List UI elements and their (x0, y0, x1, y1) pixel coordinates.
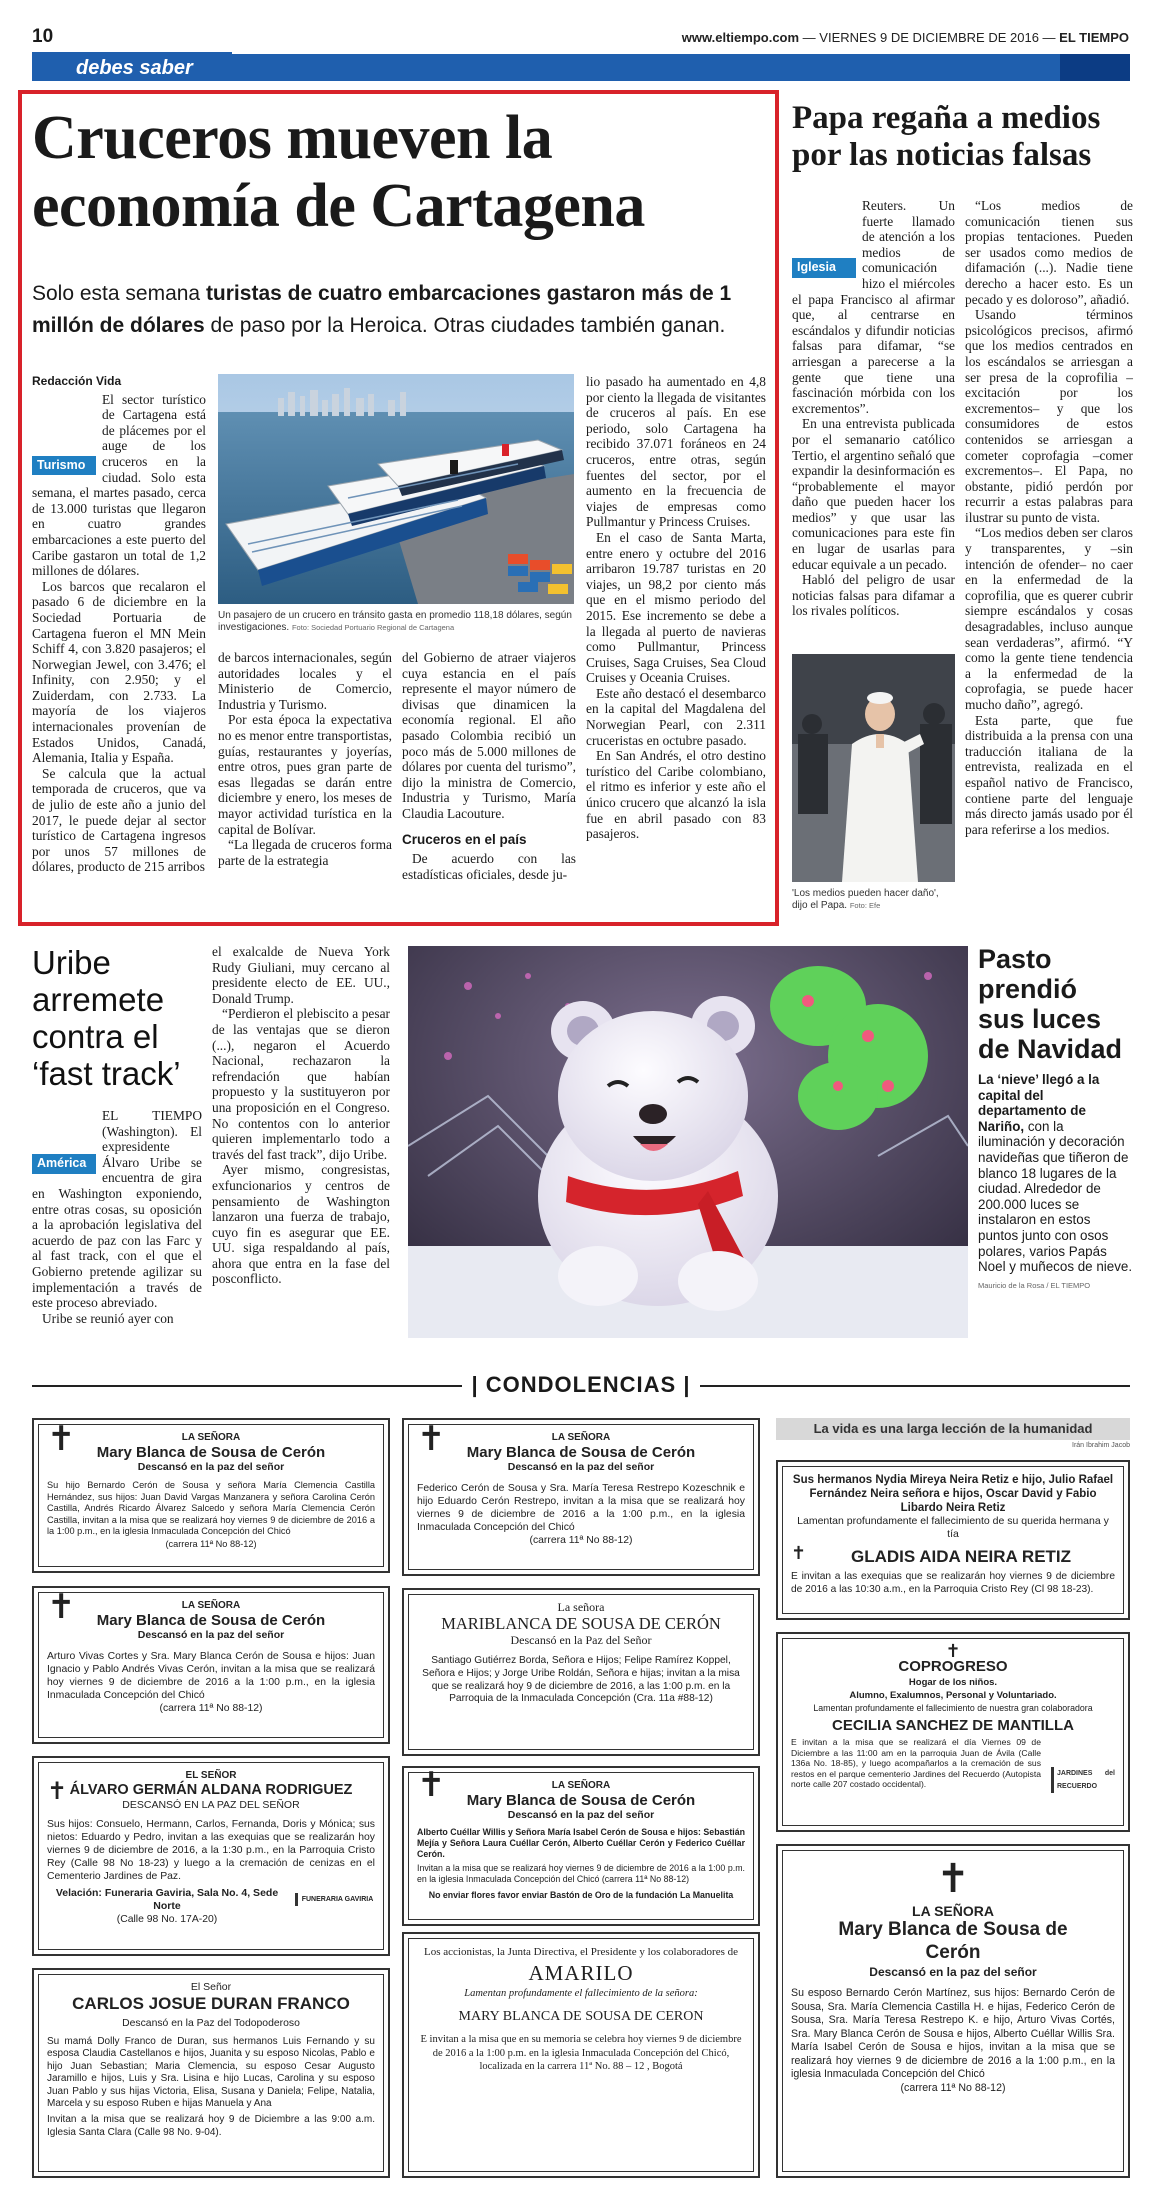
uribe-col2-p2: “Perdieron el plebiscito a pesar de las ventajas que se dieron (...), negaron el Acuerdo Nacional, rechazaron la refrendación que habían propuesto y la sustituyeron por una proposición en el Congreso. No contentos con lo anterior quieren implementarlo todo a través del fast track”, dijo Uribe. (212, 1006, 390, 1162)
condolencias-rule-right (700, 1385, 1130, 1387)
cruise-photo-caption: Un pasajero de un crucero en tránsito gasta en promedio 118,18 dólares, según investigaciones. Foto: Sociedad Portuario Regional de Cartagena (218, 610, 572, 633)
obit-c3-name: Mary Blanca de Sousa de Cerón (838, 1919, 1068, 1963)
obit-a4-top: El Señor (190, 1981, 232, 1993)
papa-col2-p1: “Los medios de comunicación tienen sus propias tentaciones. Pueden ser usados como medios de difamación (...). Nadie tiene derecho a hacer esto. Es un pecado y es doloroso”, añadió. (965, 198, 1133, 307)
papa-col2-p4: Esta parte, que fue distribuida a la prensa con una traducción italiana de la entrevista, realizada en el español nativo de Francisco, contiene parte del lenguaje más directo jamás usado por él para referirse a los medios. (965, 712, 1133, 837)
tag-iglesia: Iglesia (792, 258, 856, 278)
papa-column-1 (792, 198, 955, 619)
obit-b3-body2: Invitan a la misa que se realizará hoy viernes 9 de diciembre de 2016 a la 1:00 p.m. en la iglesia Inmaculada Concepción del Chicó (carrera 11ª No 88-12) (417, 1863, 745, 1884)
page-dateline: www.eltiempo.com — VIERNES 9 DE DICIEMBRE DE 2016 — EL TIEMPO (681, 30, 1129, 45)
obituary-c3 (776, 1844, 1130, 2178)
pasto-bear-photo (408, 946, 968, 1338)
main-lead-pre: Solo esta semana (32, 282, 206, 305)
cruise-ships-photo (218, 374, 574, 604)
obituary-a2 (32, 1586, 390, 1744)
obit-a1-sub: Descansó en la paz del señor (137, 1461, 285, 1473)
pope-image (792, 654, 955, 882)
obit-c1-sub: Lamentan profundamente el fallecimiento de su querida hermana y tía (797, 1515, 1109, 1540)
obit-b3-note: No enviar flores favor enviar Bastón de Oro de la fundación La Manuelita (428, 1890, 734, 1900)
obit-b1-name: Mary Blanca de Sousa de Cerón (466, 1444, 696, 1461)
obit-c2-sub2: Alumno, Exalumnos, Personal y Voluntariado. (849, 1690, 1057, 1701)
pasto-title-line4: de Navidad (978, 1034, 1123, 1064)
obit-a1-body: Su hijo Bernardo Cerón de Sousa y señora María Clemencia Castilla Hernández, sus hijos: Juan David Vargas Manzanera y señora Carolina Cerón Castilla, Andrés Ricardo Álvarez Salcedo y señora María Clemencia Cerón Castilla, invitan a la misa que se realizará hoy viernes 9 de diciembre de 2016 a la 1:00 p.m., en la iglesia Inmaculada Concepción del Chicó (47, 1480, 375, 1536)
obituary-c1 (776, 1460, 1130, 1620)
obit-c2-sub3: Lamentan profundamente el fallecimiento de nuestra gran colaboradora (813, 1703, 1093, 1713)
main-column-4 (586, 374, 766, 842)
obituary-a1 (32, 1418, 390, 1573)
tag-america: América (32, 1154, 96, 1174)
obituary-c2 (776, 1632, 1130, 1832)
obit-a4-name: CARLOS JOSUE DURAN FRANCO (72, 1994, 350, 2013)
main-col1-p2: Los barcos que recalaron el pasado 6 de diciembre en la Sociedad Portuaria de Cartagena fueron el MN Mein Schiff 4, con 3.820 pasajeros; el Norwegian Jewel, con 3.476; el Infinity, con 2.950; y el Zuiderdam, con 2.733. La mayoría de los viajeros internacionales provenían de Estados Unidos, Canadá, Alemania, Italia y España. (32, 578, 206, 766)
quote-text: La vida es una larga lección de la humanidad (813, 1421, 1093, 1436)
obit-c3-body: Su esposo Bernardo Cerón Martínez, sus hijos: Bernardo Cerón de Sousa, Sra. María Clemencia Castilla H. e hijas, Federico Cerón de Sousa, Sra. María Teresa Restrepo K. e hijo, Arturo Vivas Cortés, Sra. Mary Blanca Cerón de Sousa e hijos, Alberto Cuéllar Willis Sra. María Isabel Cerón de Sousa e hijos, invitan a la misa que se realizará hoy viernes 9 de diciembre de 2016 a la 1:00 p.m., en la iglesia Inmaculada Concepción del Chicó (791, 1987, 1115, 2080)
obit-b4-name: AMARILO (528, 1961, 634, 1985)
papa-col2-p3: “Los medios deben ser claros y transparentes, y –sin intención de ofender– no caer en la enfermedad de la coprofilia, que es querer cubrir siempre escándalos y cosas desagradables, incluso aunque sean verdaderas”, afirmó. “Y como la gente tiene tendencia a la enfermedad de la coprofagia, se puede hacer mucho daño”, agregó. (965, 525, 1133, 712)
cruise-ships-image (218, 374, 574, 604)
main-col2-p1: de barcos internacionales, según autoridades locales y el Ministerio de Comercio, Industria y Turismo. (218, 650, 392, 712)
main-col2-p3: “La llegada de cruceros forma parte de la estrategia (218, 837, 392, 868)
uribe-col1-p1: América EL TIEMPO (Washington). El expresidente Álvaro Uribe se encuentra de gira en Washington exponiendo, entre otras cosas, su oposición a la aprobación legislativa del acuerdo de paz con las Farc y al fast track, con el que el Gobierno pretende agilizar su implementación a través de este proceso abreviado. (32, 1108, 202, 1311)
papa-col1-p3: Habló del peligro de usar noticias falsas para difamar a los rivales políticos. (792, 572, 955, 619)
pasto-title-line3: sus luces (978, 1004, 1102, 1034)
obit-b1-body: Federico Cerón de Sousa y Sra. María Teresa Restrepo Kozeschnik e hijo Eduardo Cerón Restrepo, invitan a la misa que se realizará hoy viernes 9 de diciembre de 2016 a la 1:00 p.m., en la iglesia Inmaculada Concepción del Chicó (417, 1483, 745, 1533)
tag-turismo: Turismo (32, 456, 96, 476)
uribe-title-line1: Uribe (32, 944, 111, 981)
obit-b2-sub: Descansó en la Paz del Señor (510, 1633, 652, 1647)
uribe-column-1 (32, 1108, 202, 1326)
papa-title (792, 100, 1137, 174)
obit-a3-sub: DESCANSÓ EN LA PAZ DEL SEÑOR (122, 1799, 300, 1811)
obit-a2-name: Mary Blanca de Sousa de Cerón (96, 1612, 326, 1629)
obit-c3-top: LA SEÑORA (912, 1903, 994, 1919)
obit-a2-sub: Descansó en la paz del señor (137, 1629, 285, 1641)
main-lead (32, 278, 772, 342)
obit-c2-body: E invitan a la misa que se realizará el día Viernes 09 de Diciembre a las 11:00 am en la parroquia Juan de Ávila (Calle 136a No. 18-85), y luego acompañarlos a la cremación de sus restos en el parque cementerio Jardines del Recuerdo (Autopista norte calle 207 costado occidental). (791, 1737, 1041, 1790)
uribe-title-line4: ‘fast track’ (32, 1055, 181, 1092)
main-column-3 (402, 650, 576, 882)
quote-bar (776, 1418, 1130, 1440)
obit-b3-body1: Alberto Cuéllar Willis y Señora María Isabel Cerón de Sousa e hijos: Sebastián Mejía y Señora Laura Cuéllar Cerón, Alberto Cuéllar Cerón y Federico Cuéllar Cerón. (417, 1827, 745, 1859)
main-col2-p2: Por esta época la expectativa no es menor entre transportistas, guías, restaurantes y joyerías, entre otros, pues gran parte de esas llegadas se darán entre diciembre y enero, los meses de mayor actividad turística en la capital de Bolívar. (218, 712, 392, 837)
main-title-line2: economía de Cartagena (32, 172, 645, 240)
papa-col2-p2: Usando términos psicológicos precisos, afirmó que los medios centrados en los escándalos se arriesgan a ser presa de la coprofilia –excitación por los excrementos– y que los consumidores de estos contenidos se arriesgan a cometer coprofagia –comer excrementos–. El Papa, no obstante, pidió perdón por recurrir a estas palabras para ilustrar su punto de vista. (965, 307, 1133, 525)
main-col4-p2: En el caso de Santa Marta, entre enero y octubre del 2016 arribaron 19.787 turistas en 20 viajes, un 98,2 por ciento más que en el mismo periodo del 2015. Ese incremento se debe a la llegada al puerto de navieras como Pullmantur, Princess Cruises, Saga Cruises, Sea Cloud Cruises y Oceania Cruises. (586, 529, 766, 686)
obit-b4-name2: MARY BLANCA DE SOUSA DE CERON (458, 2009, 704, 2024)
pope-photo (792, 654, 955, 882)
obit-b3-sub: Descansó en la paz del señor (507, 1809, 655, 1821)
obituary-a3 (32, 1756, 390, 1956)
uribe-col2-p1: el exalcalde de Nueva York Rudy Giuliani, muy cercano al presidente electo de EE. UU., Donald Trump. (212, 944, 390, 1006)
cross-icon: ✝ (47, 1419, 76, 1459)
pasto-lead-bold: La ‘nieve’ llegó a la capital del departamento de Nariño, (978, 1072, 1100, 1134)
cross-icon: ✝ (936, 1856, 970, 1902)
quote-author: Irán Ibrahim Jacob (1072, 1442, 1130, 1449)
obit-a1-top: LA SEÑORA (181, 1432, 241, 1443)
cross-icon: ✝ (945, 1641, 961, 1662)
main-byline: Redacción Vida (32, 374, 122, 388)
cross-icon: ✝ (417, 1765, 446, 1805)
obit-c2-sub: Hogar de los niños. (908, 1677, 998, 1688)
obit-a2-body: Arturo Vivas Cortes y Sra. Mary Blanca Cerón de Sousa e hijos: Juan Ignacio y Pablo Andrés Vivas Cerón, invitan a la misa que se realizará hoy viernes 9 de diciembre de 2016 a la 1:00 p.m., en la iglesia Inmaculada Concepción del Chicó (47, 1651, 375, 1701)
papa-title-line1: Papa regaña a medios (792, 100, 1101, 136)
cross-icon: ✝ (47, 1587, 76, 1627)
obit-a3-body: Sus hijos: Consuelo, Hermann, Carlos, Fernanda, Doris y Mónica; sus nietos: Eduardo y Pedro, invitan a las exequias que se realizarán hoy viernes 9 de diciembre de 2016, a la 1:30 p.m., en la Parroquia Cristo Rey (Calle 98 No 18-23) y luego a la cremación de cenizas en el Cementerio Jardines de Paz. (47, 1819, 375, 1882)
papa-col1-p2: En una entrevista publicada por el semanario católico Tertio, el argentino señaló que expandir la desinformación es “probablemente el mayor daño que pueden hacer los medios” y que usar las comunicaciones para este fin en lugar de usarlas para educar equivale a un pecado. (792, 416, 955, 572)
main-subhead: Cruceros en el país (402, 831, 527, 847)
main-column-2 (218, 650, 392, 868)
obit-a4-sub: Descansó en la Paz del Todopoderoso (122, 2018, 300, 2029)
papa-column-2 (965, 198, 1133, 837)
obit-b2-body: Santiago Gutiérrez Borda, Señora e Hijos; Felipe Ramírez Koppel, Señora e Hijos; y Jorge Uribe Roldán, Señora e hijas; invitan a la misa que se realizará hoy 9 de diciembre de 2016, a las 1:00 p.m. en la Parroquia de la Inmaculada Concepción (Cra. 11a #88-12) (422, 1655, 740, 1705)
obit-a3-name: ÁLVARO GERMÁN ALDANA RODRIGUEZ (69, 1782, 353, 1798)
site-url[interactable]: www.eltiempo.com (681, 30, 800, 45)
main-col1-p3: Se calcula que la actual temporada de cruceros, que va de julio de este año a junio del 2017, le puede dejar al sector turístico de Cartagena ingresos por unos 57 millones de dólares, producto de 215 arribos (32, 765, 206, 875)
obit-a2-addr: (carrera 11ª No 88-12) (159, 1703, 263, 1714)
obit-b2-name: MARIBLANCA DE SOUSA DE CERÓN (441, 1614, 721, 1633)
uribe-col1-p2: Uribe se reunió ayer con (42, 1310, 174, 1326)
obituary-b1 (402, 1418, 760, 1576)
obit-b1-top: LA SEÑORA (551, 1432, 611, 1443)
obit-a4-body: Su mamá Dolly Franco de Duran, sus hermanos Luis Fernando y su esposa Claudia Castellanos e hijos, Juanita y su esposo Nicolas, Pablo e hijo Juan Sebastian; Maria Clemencia, su esposo Cesar Augusto Jaramillo e hijos, Luis y Sra. Lisina e hijo Lucas, Carolina y su esposo Juan Pablo y sus hijas Victoria, Elisa, Susana y Daniela; Felipe, Natalia, Marcela y su esposo Ruben e hijas Manuela y Ana (47, 2036, 375, 2110)
main-title-line1: Cruceros mueven la (32, 104, 553, 172)
obit-c3-sub: Descansó en la paz del señor (869, 1965, 1037, 1979)
obit-b1-sub: Descansó en la paz del señor (507, 1461, 655, 1473)
obit-c3-addr: (carrera 11ª No 88-12) (900, 2081, 1006, 2094)
obit-c1-name: GLADIS AIDA NEIRA RETIZ (850, 1547, 1072, 1566)
obit-b2-top: La señora (557, 1600, 605, 1614)
uribe-title-line3: contra el (32, 1018, 159, 1055)
jardines-recuerdo-logo: JARDINES del RECUERDO (1051, 1767, 1115, 1793)
obit-a3-velacion: Velación: Funeraria Gaviria, Sala No. 4, Sede Norte (55, 1887, 279, 1912)
pasto-title (978, 944, 1138, 1064)
main-col3-p1: del Gobierno de atraer viajeros cuya estancia en el país represente el mayor número de divisas que dinamicen la economía regional. El año pasado Colombia recibió un poco más de 5.000 millones de dólares por cuenta del turismo”, dijo la ministra de Comercio, Industria y Turismo, María Claudia Lacouture. (402, 650, 576, 821)
condolencias-rule-left (32, 1385, 462, 1387)
pope-photo-credit: Foto: Efe (849, 901, 881, 910)
obit-b1-addr: (carrera 11ª No 88-12) (529, 1535, 633, 1546)
obit-a3-top: EL SEÑOR (185, 1770, 237, 1781)
obit-c2-name2: CECILIA SANCHEZ DE MANTILLA (832, 1717, 1074, 1734)
obituary-b3 (402, 1766, 760, 1926)
pope-photo-caption: 'Los medios pueden hacer daño', dijo el Papa. Foto: Efe (792, 888, 939, 911)
obit-a4-end: Invitan a la misa que se realizará hoy 9 de Diciembre a las 9:00 a.m. Iglesia Santa Clara (Calle 98 No. 9-04). (47, 2114, 375, 2138)
pasto-lead: con la iluminación y decoración navideñas que tiñeron de blanco 18 lugares de la ciudad. Alrededor de 200.000 luces se instalaron en estos puntos junto con osos polares, varios Papás Noel y muñecos de nieve. (978, 1118, 1133, 1275)
condolencias-heading: | CONDOLENCIAS | (471, 1372, 691, 1397)
obit-b3-name: Mary Blanca de Sousa de Cerón (466, 1792, 696, 1809)
issue-date: VIERNES 9 DE DICIEMBRE DE 2016 (819, 30, 1039, 45)
obituary-b2 (402, 1588, 760, 1756)
pasto-title-line1: Pasto (978, 944, 1052, 974)
obituary-a4 (32, 1968, 390, 2178)
main-title (32, 104, 772, 240)
pasto-caption (978, 1072, 1133, 1293)
obit-b4-body: E invitan a la misa que en su memoria se celebra hoy viernes 9 de diciembre de 2016 a la 1:00 p.m. en la iglesia Inmaculada Concepción del Chicó, localizada en la carrera 11ª No. 88 – 12 , Bogotá (420, 2034, 742, 2072)
funeraria-gaviria-logo: FUNERARIA GAVIRIA (295, 1893, 375, 1906)
uribe-title-line2: arremete (32, 981, 165, 1018)
section-bar-accent (1060, 54, 1130, 81)
cross-icon: ✝ (791, 1543, 807, 1564)
cross-icon: ✝ (47, 1777, 68, 1805)
obit-c1-body: E invitan a las exequias que se realizarán hoy viernes 9 de diciembre de 2016 a las 10:30 a.m., en la Parroquia Cristo Rey (Cl 98 18-23). (791, 1571, 1115, 1595)
obit-b4-top: Los accionistas, la Junta Directiva, el Presidente y los colaboradores de (423, 1946, 738, 1958)
page-number: 10 (32, 26, 54, 47)
main-col4-p1: lio pasado ha aumentado en 4,8 por ciento la llegada de visitantes de cruceros al país. En ese periodo, solo Cartagena ha recibido 37.071 foráneos en 24 cruceros, entre otras, según fuentes del sector, por el aumento en la frecuencia de viajes de empresas como Pullmantur y Princess Cruises. (586, 374, 766, 530)
uribe-col2-p3: Ayer mismo, congresistas, exfuncionarios y centros de pensamiento de Washington lanzaron una fuerza de trabajo, cuyo fin es asegurar que EE. UU. siga respaldando al país, ahora que entra en la fase del posconflicto. (212, 1162, 390, 1287)
obituary-b4 (402, 1932, 760, 2178)
main-col3-p2: De acuerdo con las estadísticas oficiales, desde ju- (402, 851, 576, 882)
pasto-credit: Mauricio de la Rosa / EL TIEMPO (978, 1280, 1091, 1290)
cruise-photo-credit: Foto: Sociedad Portuario Regional de Cartagena (291, 623, 455, 632)
main-lead-post: de paso por la Heroica. Otras ciudades también ganan. (204, 314, 726, 337)
obit-a2-top: LA SEÑORA (181, 1600, 241, 1611)
pasto-title-line2: prendió (978, 974, 1077, 1004)
obit-a1-addr: (carrera 11ª No 88-12) (165, 1538, 257, 1549)
papa-title-line2: por las noticias falsas (792, 137, 1092, 173)
section-bar (32, 54, 1130, 81)
main-column-1 (32, 374, 206, 875)
obit-c2-name: COPROGRESO (898, 1658, 1008, 1675)
obit-a1-name: Mary Blanca de Sousa de Cerón (96, 1444, 326, 1461)
main-lead-bold: turistas de cuatro embarcaciones gastaron más de 1 millón de dólares (32, 282, 732, 337)
cross-icon: ✝ (417, 1419, 446, 1459)
polar-bear-lights-image (408, 946, 968, 1338)
papa-col1-p1: Iglesia Reuters. Un fuerte llamado de atención a los medios de comunicación hizo el miércoles el papa Francisco al afirmar que, al centrarse en escándalos y difundir noticias falsas para difamar, “se arriesgan a parecerse a la gente que tiene una fascinación mórbida con los excrementos”. (792, 198, 955, 416)
obit-c1-top: Sus hermanos Nydia Mireya Neira Retiz e hijo, Julio Rafael Fernández Neira señora e hijos, Oscar David y Fabio Libardo Neira Retiz (792, 1474, 1114, 1514)
obit-b4-sub: Lamentan profundamente el fallecimiento de la señora: (464, 1988, 698, 1999)
section-tab (32, 46, 232, 54)
obit-b3-top: LA SEÑORA (551, 1780, 611, 1791)
brand-name: EL TIEMPO (1059, 30, 1129, 45)
obit-a3-addr: (Calle 98 No. 17A-20) (116, 1914, 218, 1925)
main-col4-p4: En San Andrés, el otro destino turístico del Caribe colombiano, el ritmo es inferior y este año el único crucero que alcanzó la isla fue en abril pasado con 83 pasajeros. (586, 748, 766, 842)
uribe-column-2 (212, 944, 390, 1287)
main-col4-p3: Este año destacó el desembarco en la capital del Magdalena del Norwegian Pearl, con 2.311 cruceristas en octubre pasado. (586, 685, 766, 748)
section-label: debes saber (76, 57, 193, 79)
main-col1-p1: Turismo El sector turístico de Cartagena está de plácemes por el auge de los cruceros en la ciudad. Solo esta semana, el martes pasado, cerca de 13.000 turistas que llegaron en cuatro grandes embarcaciones a este puerto del Caribe gastaron un total de 1,2 millones de dólares. (32, 391, 206, 579)
uribe-title (32, 944, 202, 1092)
